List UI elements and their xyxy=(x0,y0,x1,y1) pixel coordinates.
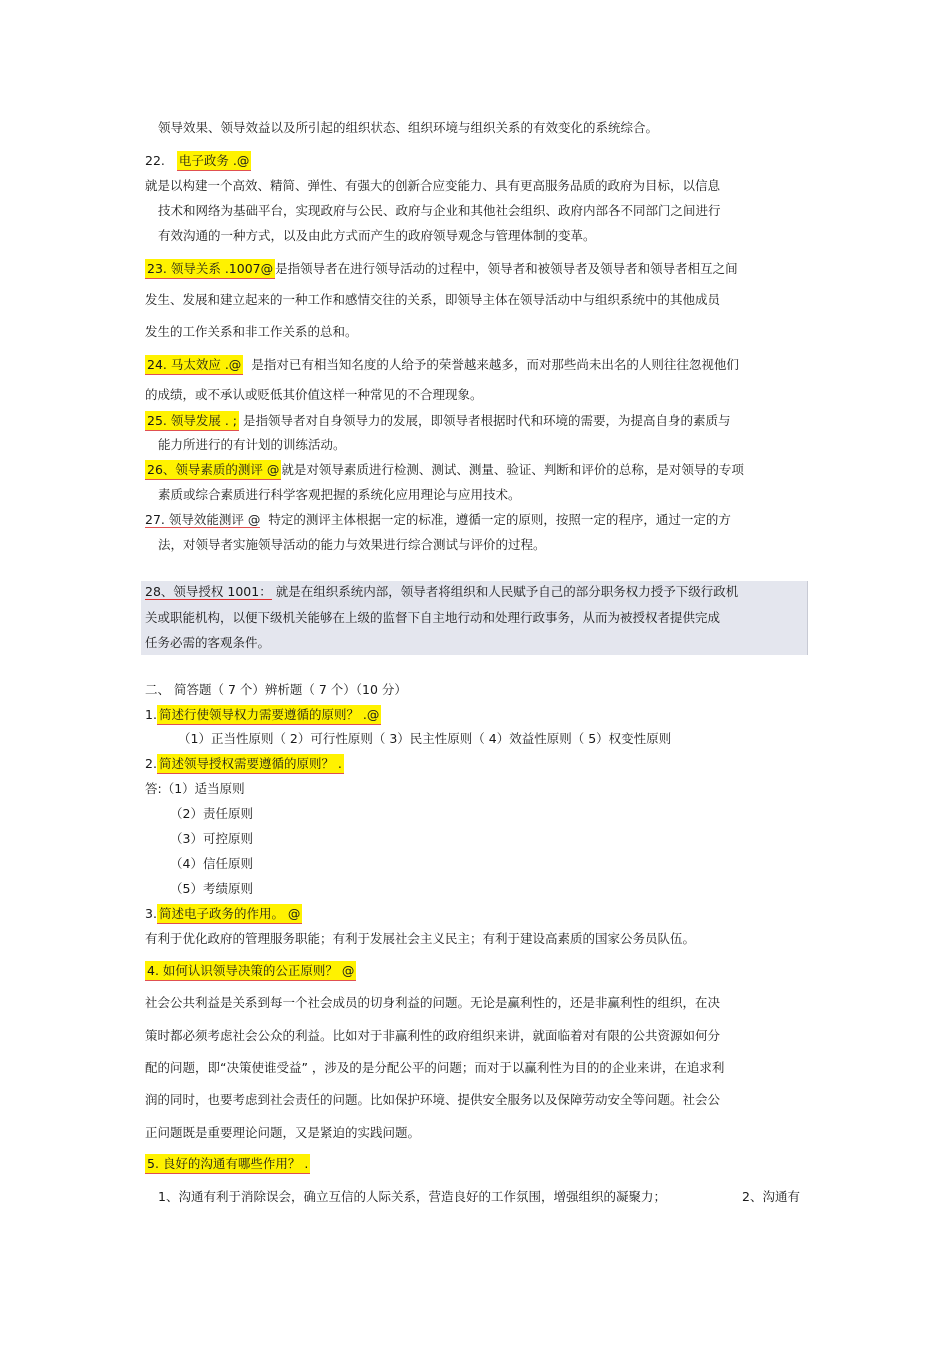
answer-line: （2）责任原则 xyxy=(170,806,253,821)
text-line: 关或职能机构，以便下级机关能够在上级的监督下自主地行动和处理行政事务，从而为被授权者提供完成 xyxy=(145,610,721,625)
text-line: 发生、发展和建立起来的一种工作和感情交往的关系，即领导主体在领导活动中与组织系统中的其他成员 xyxy=(145,292,721,307)
text-line: 法，对领导者实施领导活动的能力与效果进行综合测试与评价的过程。 xyxy=(158,537,546,552)
answer-line: （5）考绩原则 xyxy=(170,881,253,896)
term-definition: 是指领导者在进行领导活动的过程中，领导者和被领导者及领导者和领导者相互之间 xyxy=(275,261,738,276)
term-definition: 就是对领导素质进行检测、测试、测量、验证、判断和评价的总称，是对领导的专项 xyxy=(281,462,744,477)
text-line: 技术和网络为基础平台，实现政府与公民、政府与企业和其他社会组织、政府内部各不同部门之间进行 xyxy=(158,203,721,218)
answer-line: 答:（1）适当原则 xyxy=(145,781,245,796)
answer-line: 配的问题，即“决策使谁受益” ，涉及的是分配公平的问题；而对于以赢利性为目的的企业来讲，在追求利 xyxy=(145,1060,725,1075)
term-definition: 特定的测评主体根据一定的标准，遵循一定的原则，按照一定的程序，通过一定的方 xyxy=(268,512,731,527)
text-line: 领导效果、领导效益以及所引起的组织状态、组织环境与组织关系的有效变化的系统综合。 xyxy=(158,120,659,135)
text-line: 能力所进行的有计划的训练活动。 xyxy=(158,437,346,452)
question-5 xyxy=(145,1156,310,1172)
term-26-line xyxy=(145,462,744,478)
question-4 xyxy=(145,963,356,979)
question-title: 简述电子政务的作用。 @ xyxy=(157,904,302,924)
text-line: 发生的工作关系和非工作关系的总和。 xyxy=(145,324,358,339)
answer-line: （3）可控原则 xyxy=(170,831,253,846)
answer-line: （4）信任原则 xyxy=(170,856,253,871)
question-title: 简述领导授权需要遵循的原则？ . xyxy=(157,754,344,774)
answer-line: （1）正当性原则（ 2）可行性原则（ 3）民主性原则（ 4）效益性原则（ 5）权变性原则 xyxy=(178,731,672,746)
answer-line: 正问题既是重要理论问题，又是紧迫的实践问题。 xyxy=(145,1125,421,1140)
term-28-line xyxy=(145,584,738,600)
answer-line: 1、沟通有利于消除误会，确立互信的人际关系，营造良好的工作氛围，增强组织的凝聚力； xyxy=(158,1189,666,1204)
term-27-line xyxy=(145,512,731,528)
text-line: 素质或综合素质进行科学客观把握的系统化应用理论与应用技术。 xyxy=(158,487,521,502)
text-line: 任务必需的客观条件。 xyxy=(145,635,271,650)
term-title: 26、领导素质的测评 @ xyxy=(145,460,281,480)
answer-line: 2、沟通有 xyxy=(742,1189,800,1204)
term-title: 23. 领导关系 .1007@ xyxy=(145,259,275,279)
term-24-line xyxy=(145,357,739,373)
question-title: 5. 良好的沟通有哪些作用？ . xyxy=(145,1154,310,1174)
answer-line: 润的同时，也要考虑到社会责任的问题。比如保护环境、提供安全服务以及保障劳动安全等问题。社会公 xyxy=(145,1092,721,1107)
term-title: 25. 领导发展 . ; xyxy=(145,411,239,431)
answer-line: 有利于优化政府的管理服务职能；有利于发展社会主义民主；有利于建设高素质的国家公务员队伍。 xyxy=(145,931,696,946)
term-25-line xyxy=(145,413,731,429)
term-definition: 是指对已有相当知名度的人给予的荣誉越来越多，而对那些尚未出名的人则往往忽视他们 xyxy=(251,357,739,372)
term-title: 24. 马太效应 .@ xyxy=(145,355,243,375)
text-line: 有效沟通的一种方式，以及由此方式而产生的政府领导观念与管理体制的变革。 xyxy=(158,228,596,243)
term-title: 28、领导授权 1001： xyxy=(145,584,272,599)
term-title: 27. 领导效能测评 @ xyxy=(145,512,261,527)
item-number: 2. xyxy=(145,756,157,771)
question-title: 简述行使领导权力需要遵循的原则？ .@ xyxy=(157,705,381,725)
term-23-line xyxy=(145,261,738,277)
question-3 xyxy=(145,906,302,922)
term-definition: 是指领导者对自身领导力的发展，即领导者根据时代和环境的需要，为提高自身的素质与 xyxy=(242,413,731,428)
term-title: 电子政务 .@ xyxy=(177,151,251,171)
question-2 xyxy=(145,756,344,772)
item-number: 1. xyxy=(145,707,157,722)
term-22-heading xyxy=(145,153,251,169)
answer-line: 社会公共利益是关系到每一个社会成员的切身利益的问题。无论是赢利性的，还是非赢利性的组织，在决 xyxy=(145,995,721,1010)
item-number: 22. xyxy=(145,153,165,168)
item-number: 3. xyxy=(145,906,157,921)
question-1 xyxy=(145,707,381,723)
answer-line: 策时都必须考虑社会公众的利益。比如对于非赢利性的政府组织来讲，就面临着对有限的公共资源如何分 xyxy=(145,1028,721,1043)
text-line: 就是以构建一个高效、精简、弹性、有强大的创新合应变能力、具有更高服务品质的政府为目标，以信息 xyxy=(145,178,721,193)
term-definition: 就是在组织系统内部，领导者将组织和人民赋予自己的部分职务权力授予下级行政机 xyxy=(275,584,739,599)
text-line: 的成绩，或不承认或贬低其价值这样一种常见的不合理现象。 xyxy=(145,387,483,402)
question-title: 4. 如何认识领导决策的公正原则？ @ xyxy=(145,961,356,981)
section-heading: 二、 简答题（ 7 个）辨析题（ 7 个）（10 分） xyxy=(145,682,407,697)
